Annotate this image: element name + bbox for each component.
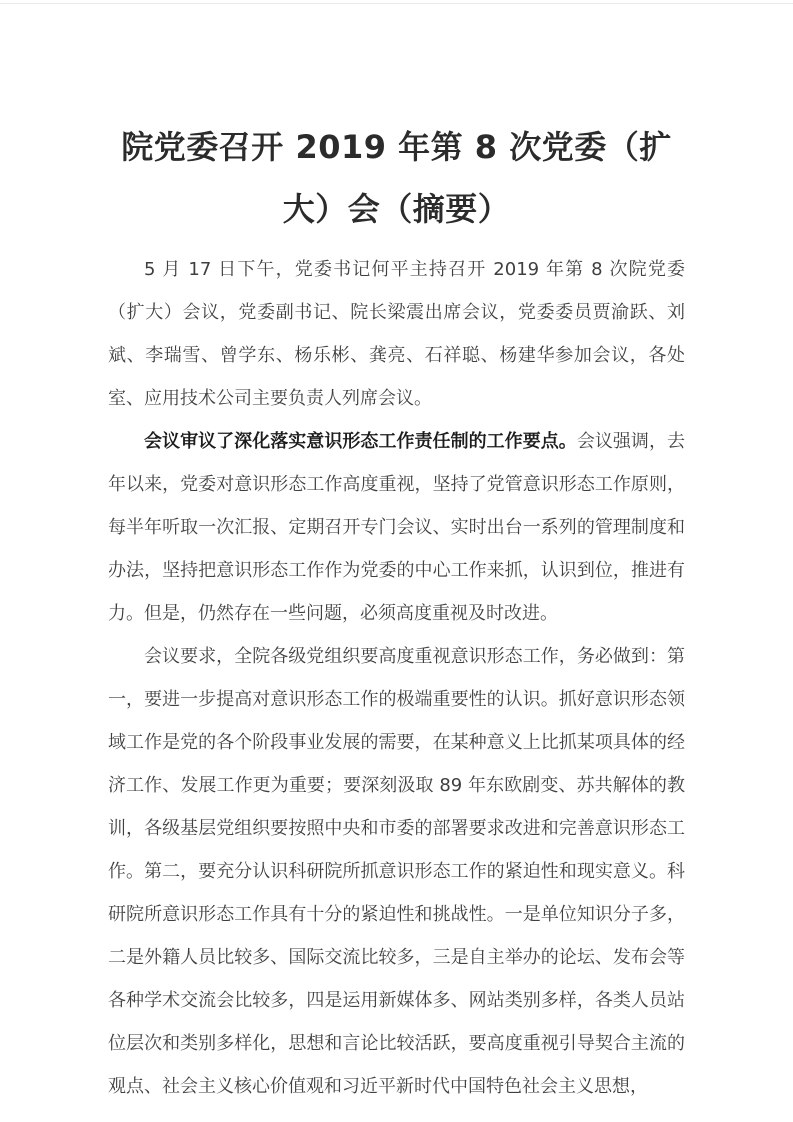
document-content — [108, 0, 685, 1108]
paragraph-text: 5 月 17 日下午，党委书记何平主持召开 2019 年第 8 次院党委（扩大）会议，党委副书记、院长梁震出席会议，党委委员贾渝跃、刘斌、李瑞雪、曾学东、杨乐彬、龚亮、石祥聪、杨建华参加会议，各处室、应用技术公司主要负责人列席会议。 — [108, 259, 685, 409]
document-paragraph-attendees — [108, 248, 685, 420]
document-title: 院党委召开 2019 年第 8 次党委（扩大）会（摘要） — [121, 128, 672, 228]
paragraph-bold-lead: 会议审议了深化落实意识形态工作责任制的工作要点。 — [144, 431, 577, 452]
document-paragraph-review — [108, 420, 685, 635]
document-paragraph-requirements — [108, 635, 685, 1108]
paragraph-text: 会议强调，去年以来，党委对意识形态工作高度重视，坚持了党管意识形态工作原则，每半年听取一次汇报、定期召开专门会议、实时出台一系列的管理制度和办法，坚持把意识形态工作作为党委的中心工作来抓，认识到位，推进有力。但是，仍然存在一些问题，必须高度重视及时改进。 — [108, 431, 686, 624]
paragraph-text: 会议要求，全院各级党组织要高度重视意识形态工作，务必做到：第一，要进一步提高对意识形态工作的极端重要性的认识。抓好意识形态领域工作是党的各个阶段事业发展的需要，在某种意义上比抓某项具体的经济工作、发展工作更为重要；要深刻汲取 89 年东欧剧变、苏共解体的教训，各级基层党组织要按照中央和市委的部署要求改进和完善意识形态工作。第二，要充分认识科研院所抓意识形态工作的紧迫性和现实意义。科研院所意识形态工作具有十分的紧迫性和挑战性。一是单位知识分子多，二是外籍人员比较多、国际交流比较多，三是自主举办的论坛、发布会等各种学术交流会比较多，四是运用新媒体多、网站类别多样，各类人员站位层次和类别多样化，思想和言论比较活跃，要高度重视引导契合主流的观点、社会主义核心价值观和习近平新时代中国特色社会主义思想， — [108, 646, 685, 1097]
